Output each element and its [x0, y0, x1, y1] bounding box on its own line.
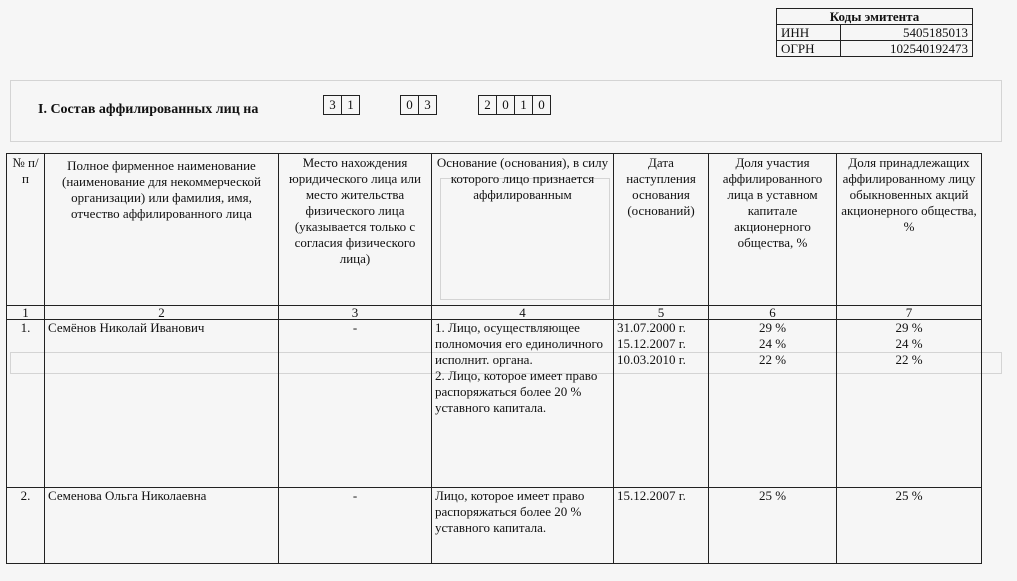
basis-date: 15.12.2007 г.: [617, 336, 686, 351]
column-number: 3: [279, 306, 432, 320]
date-year-box: [478, 95, 551, 115]
share-stock-list: [837, 320, 982, 488]
affiliate-basis: [432, 320, 614, 488]
table-row: [777, 25, 973, 41]
share-value: 29 %: [895, 320, 923, 335]
code-label-ogrn: ОГРН: [777, 41, 841, 57]
column-number: 5: [614, 306, 709, 320]
share-value: 29 %: [758, 320, 787, 335]
column-number: 7: [837, 306, 982, 320]
table-header-row: [7, 154, 982, 306]
share-value: 25 %: [895, 488, 923, 503]
basis-item: 2. Лицо, которое имеет право распоряжаться более 20 % уставного капитала.: [435, 368, 598, 415]
header-num: № п/п: [7, 154, 45, 306]
date-digit: 3: [424, 97, 431, 112]
column-number-row: [7, 306, 982, 320]
basis-item: 1. Лицо, осуществляющее полномочия его единоличного исполнит. органа.: [435, 320, 604, 367]
table-row: [7, 488, 982, 564]
basis-dates: [614, 320, 709, 488]
code-label-inn: ИНН: [777, 25, 841, 41]
header-date: Дата наступления основания (оснований): [614, 154, 709, 306]
date-digit: 2: [479, 96, 497, 114]
issuer-codes-title: Коды эмитента: [777, 9, 973, 25]
share-value: 24 %: [758, 336, 787, 351]
date-month-box: [400, 95, 437, 115]
basis-date: 15.12.2007 г.: [617, 488, 686, 503]
header-basis: Основание (основания), в силу которого лицо признается аффилированным: [432, 154, 614, 306]
date-digit: 0: [401, 96, 419, 114]
basis-date: 10.03.2010 г.: [617, 352, 686, 367]
share-value: 22 %: [758, 352, 787, 367]
header-name: Полное фирменное наименование (наименование для некоммерческой организации) или фамилия, имя, отчество аффилированного лица: [45, 154, 279, 306]
date-day-box: [323, 95, 360, 115]
row-number: 2.: [7, 488, 45, 564]
column-number: 1: [7, 306, 45, 320]
affiliate-basis: [432, 488, 614, 564]
date-digit: 3: [324, 96, 342, 114]
header-location: Место нахождения юридического лица или место жительства физического лица (указывается только с согласия физического лица): [279, 154, 432, 306]
affiliates-table: [6, 153, 982, 564]
header-share-stock: Доля принадлежащих аффилированному лицу обыкновенных акций акционерного общества, %: [837, 154, 982, 306]
basis-date: 31.07.2000 г.: [617, 320, 686, 335]
section-heading: I. Состав аффилированных лиц на: [38, 102, 259, 117]
affiliate-name: Семенова Ольга Николаевна: [45, 488, 279, 564]
code-value-inn: 5405185013: [841, 25, 973, 41]
share-value: 24 %: [895, 336, 923, 351]
share-value: 22 %: [895, 352, 923, 367]
header-share-capital: Доля участия аффилированного лица в уставном капитале акционерного общества, %: [709, 154, 837, 306]
column-number: 4: [432, 306, 614, 320]
column-number: 2: [45, 306, 279, 320]
issuer-codes-table: [776, 8, 973, 57]
date-digit: 0: [497, 96, 515, 114]
basis-dates: [614, 488, 709, 564]
share-stock-list: [837, 488, 982, 564]
share-capital-list: [709, 320, 837, 488]
date-digit: 0: [538, 97, 545, 112]
share-capital-list: [709, 488, 837, 564]
code-value-ogrn: 102540192473: [841, 41, 973, 57]
table-row: [7, 320, 982, 488]
share-value: 25 %: [758, 488, 787, 503]
basis-item: Лицо, которое имеет право распоряжаться более 20 % уставного капитала.: [435, 488, 585, 535]
affiliate-location: -: [279, 488, 432, 564]
date-digit: 1: [347, 97, 354, 112]
column-number: 6: [709, 306, 837, 320]
row-number: 1.: [7, 320, 45, 488]
affiliate-name: Семёнов Николай Иванович: [45, 320, 279, 488]
date-digit: 1: [515, 96, 533, 114]
affiliate-location: -: [279, 320, 432, 488]
table-row: [777, 41, 973, 57]
